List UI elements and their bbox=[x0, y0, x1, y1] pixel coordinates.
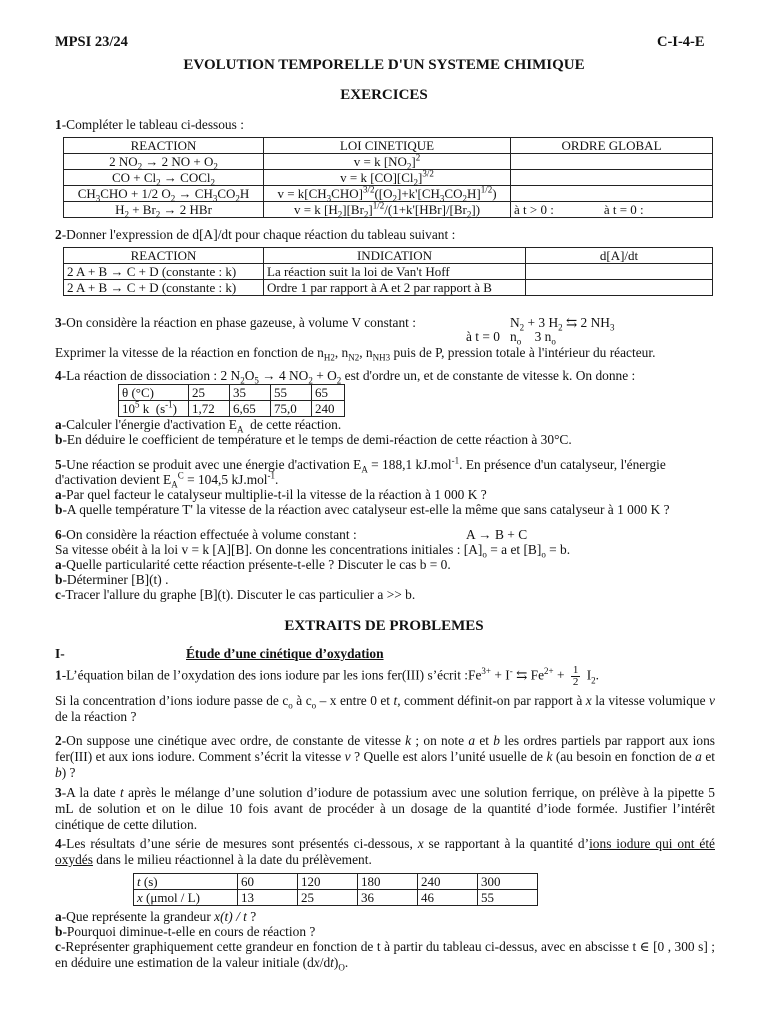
problem-4-statement: 4-Les résultats d’une série de mesures sont présentés ci-dessous, x se rapportant à la quantité d’ions iodure qui ont été oxydés dans le milieu réactionnel à la date du prélèvement. bbox=[55, 836, 715, 867]
rate-constant-table: θ (°C) 25 35 55 65 $10^5$ k $(s^{-1})$ 1,72 6,65 75,0 240 bbox=[118, 384, 345, 417]
reaction-cell: 2 $NO_2 \to 2$ NO + $O_2$ bbox=[64, 154, 264, 170]
indication-cell: Ordre 1 par rapport à A et 2 par rapport à B bbox=[264, 280, 526, 296]
reaction-cell: $H_2 + Br_2 \to 2$ HBr bbox=[64, 202, 264, 218]
order-cell[interactable] bbox=[511, 186, 713, 202]
exercise-6b: b-Déterminer [B](t) . bbox=[55, 572, 169, 587]
kinetics-table bbox=[63, 137, 713, 218]
part-1-number: I- bbox=[55, 646, 65, 661]
exercise-5a: a-Par quel facteur le catalyseur multiplie-t-il la vitesse de la réaction à 1 000 K ? bbox=[55, 487, 487, 502]
page-title: EVOLUTION TEMPORELLE D'UN SYSTEME CHIMIQUE bbox=[183, 57, 585, 73]
order-cell[interactable]: à t > 0 : à t = 0 : bbox=[511, 202, 713, 218]
part-1-title: Étude d’une cinétique d’oxydation bbox=[186, 646, 384, 661]
rate-law-cell: v = k $[NO_2]^2$ bbox=[264, 154, 511, 170]
reaction-cell: $CH_3CHO + 1/2$ $O_2 \to CH_3CO_2H$ bbox=[64, 186, 264, 202]
exercise-3-question: Exprimer la vitesse de la réaction en fonction de $n_{H2}$, $n_{N2}$, $n_{NH3}$ puis de P, pression totale à l'intérieur du réacteur. bbox=[55, 345, 656, 363]
answer-cell[interactable] bbox=[526, 280, 713, 296]
rate-law-cell: v = k $[CO][Cl_2]^{3/2}$ bbox=[264, 170, 511, 186]
section-title-exercices: EXERCICES bbox=[340, 87, 428, 103]
exercise-6-reaction: A → B + C bbox=[466, 527, 528, 542]
indication-cell: La réaction suit la loi de Van't Hoff bbox=[264, 264, 526, 280]
exercise-2-statement: 2-Donner l'expression de d[A]/dt pour chaque réaction du tableau suivant : bbox=[55, 227, 456, 242]
rate-law-cell: v = k $[H_2][Br_2]^{1/2}/(1+k'[HBr]/[Br_2])$ bbox=[264, 202, 511, 218]
problem-4a: a-Que représente la grandeur x(t) / t ? bbox=[55, 909, 257, 924]
reaction-cell: 2 A + B → C + D (constante : k) bbox=[64, 280, 264, 296]
problem-2-question: 2-On suppose une cinétique avec ordre, de constante de vitesse k ; on note a et b les ordres partiels par rapport aux ions fer(III) et aux ions iodure. Comment s’écrit la vitesse v ? Quelle est alors l’unité usuelle de k (au besoin en fonction de a et b) ? bbox=[55, 733, 716, 780]
course-code: MPSI 23/24 bbox=[55, 34, 128, 50]
header-ordre-global: ORDRE GLOBAL bbox=[511, 138, 713, 154]
order-cell[interactable] bbox=[511, 170, 713, 186]
measurement-table: t (s) 60 120 180 240 300 x (μmol / L) 13 25 36 46 55 bbox=[133, 873, 538, 906]
header-reaction: REACTION bbox=[64, 248, 264, 264]
exercise-5-statement-line2: d'activation devient $E_A^C = 104,5$ kJ.mol$^{-1}$. bbox=[55, 470, 279, 490]
order-cell[interactable] bbox=[511, 154, 713, 170]
exercise-5-statement-line1: 5-Une réaction se produit avec une énergie d'activation $E_A = 188,1$ kJ.mol$^{-1}$. En présence d'un catalyseur, l'énergie bbox=[55, 455, 666, 475]
problem-3-question: 3-A la date t après le mélange d’une solution d’iodure de potassium avec une solution ferrique, on prélève à la pipette 5 mL de solution et on le dilue 10 fois avant de procéder à un dosage de la quantité d’iode formée. Justifier l’intérêt cinétique de cette dilution. bbox=[55, 785, 715, 832]
exercise-5b: b-A quelle température T' la vitesse de la réaction avec catalyseur est-elle la même que sans catalyseur à 1 000 K ? bbox=[55, 502, 670, 517]
exercise-3-statement: 3-On considère la réaction en phase gazeuse, à volume V constant : bbox=[55, 315, 416, 330]
time-header: t (s) bbox=[134, 874, 238, 890]
reaction-cell: CO + $Cl_2$ → COCl$_2$ bbox=[64, 170, 264, 186]
rate-constant-header: $10^5$ k $(s^{-1})$ bbox=[119, 401, 189, 417]
chapter-code: C-I-4-E bbox=[657, 34, 705, 50]
exercise-4b: b-En déduire le coefficient de température et le temps de demi-réaction de cette réaction à 30°C. bbox=[55, 432, 572, 447]
table-header-row bbox=[64, 138, 713, 154]
table-row bbox=[64, 186, 713, 202]
rate-law-cell: $v = k[CH_3CHO]^{3/2}([O_2]+k'[CH_3CO_2H]^{1/2})$ bbox=[264, 186, 511, 202]
table-row bbox=[64, 280, 713, 296]
temperature-header: θ (°C) bbox=[119, 385, 189, 401]
problem-1-equation: 1-L’équation bilan de l’oxydation des ions iodure par les ions fer(III) s’écrit $:Fe^{3+} + I^-$ ⇆ $Fe^{2+}$ + $\frac{1}{2}$ $I_2$. bbox=[55, 664, 600, 688]
initial-amounts: à t = 0 $n_o$ 3 $n_o$ bbox=[466, 329, 556, 347]
exercise-6c: c-Tracer l'allure du graphe [B](t). Discuter le cas particulier a >> b. bbox=[55, 587, 416, 602]
table-row bbox=[64, 154, 713, 170]
exercise-6-rate-law: Sa vitesse obéit à la loi v = k [A][B]. On donne les concentrations initiales : $[A]_o = a$ et $[B]_o = b$. bbox=[55, 542, 571, 560]
problem-1-question: Si la concentration d’ions iodure passe de $c_o$ à $c_o$ – x entre 0 et t, comment définit-on par rapport à x la vitesse volumique v de la réaction ? bbox=[55, 693, 715, 724]
rate-expression-table bbox=[63, 247, 713, 296]
exercise-6-statement: 6-On considère la réaction effectuée à volume constant : bbox=[55, 527, 357, 542]
concentration-header: x (μmol / L) bbox=[134, 890, 238, 906]
exercise-4-statement: 4-La réaction de dissociation : 2 $N_2O_5 \to 4$ $NO_2 + O_2$ est d'ordre un, et de constante de vitesse k. On donne : bbox=[55, 368, 636, 386]
table-row bbox=[64, 264, 713, 280]
table-row bbox=[64, 170, 713, 186]
reaction-cell: 2 A + B → C + D (constante : k) bbox=[64, 264, 264, 280]
answer-cell[interactable] bbox=[526, 264, 713, 280]
problem-4b: b-Pourquoi diminue-t-elle en cours de réaction ? bbox=[55, 924, 316, 939]
header-loi-cinetique: LOI CINETIQUE bbox=[264, 138, 511, 154]
header-rate-expression: d[A]/dt bbox=[526, 248, 713, 264]
section-title-problemes: EXTRAITS DE PROBLEMES bbox=[284, 618, 484, 634]
header-indication: INDICATION bbox=[264, 248, 526, 264]
one-half-fraction: $\frac{1}{2}$ bbox=[572, 664, 579, 688]
table-row bbox=[64, 202, 713, 218]
header-reaction: REACTION bbox=[64, 138, 264, 154]
exercise-1-statement: 1-Compléter le tableau ci-dessous : bbox=[55, 117, 244, 132]
ammonia-equation: $N_2 + 3$ $H_2$ ⇆ 2 $NH_3$ bbox=[510, 315, 615, 333]
exercise-6a: a-Quelle particularité cette réaction présente-t-elle ? Discuter le cas b = 0. bbox=[55, 557, 451, 572]
exercise-4a: a-Calculer l'énergie d'activation $E_A$ de cette réaction. bbox=[55, 417, 342, 435]
problem-4c: c-Représenter graphiquement cette grandeur en fonction de t à partir du tableau ci-dessus, avec en abscisse t ∈ [0 , 300 s] ; en déduire une estimation de la valeur initiale $(dx/dt)_O$. bbox=[55, 939, 715, 973]
